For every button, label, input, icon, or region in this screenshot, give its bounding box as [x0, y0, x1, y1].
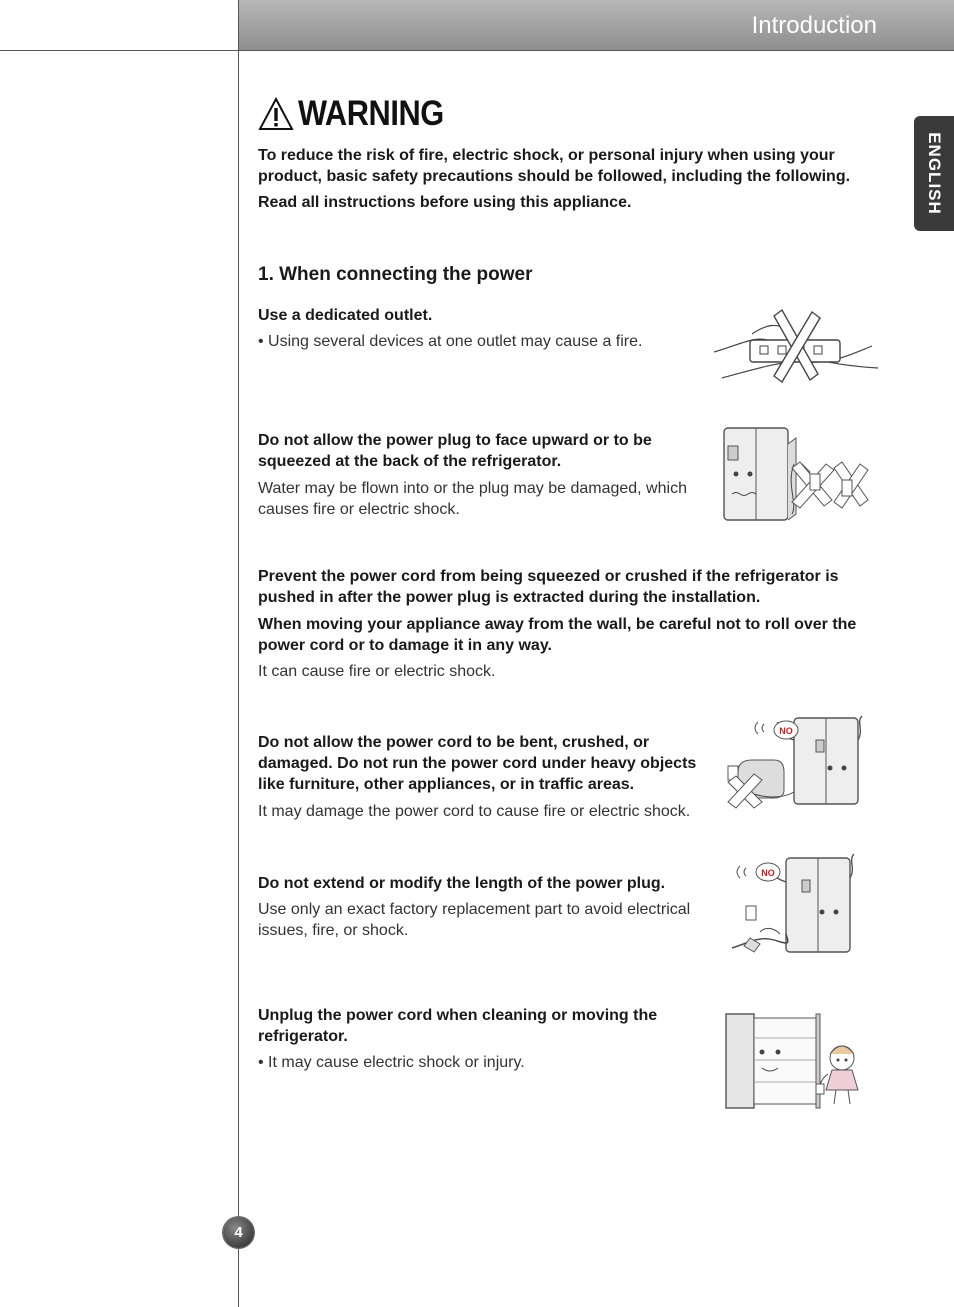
item-3-body: It can cause fire or electric shock.: [258, 663, 496, 680]
page-number: 4: [223, 1217, 254, 1248]
language-tab: [914, 116, 954, 231]
item-5-body: Use only an exact factory replacement part to avoid electrical issues, fire, or shock.: [258, 901, 691, 939]
item-4-body: It may damage the power cord to cause fire or electric shock.: [258, 803, 691, 820]
item-6-body: • It may cause electric shock or injury.: [258, 1054, 525, 1071]
page-header: [239, 0, 954, 51]
header-title: Introduction: [751, 12, 877, 39]
cord-under-furniture-illustration: [724, 710, 870, 810]
warning-title: WARNING: [298, 94, 444, 133]
warning-heading: [258, 94, 464, 134]
section-heading: 1. When connecting the power: [258, 264, 533, 285]
power-strip-illustration: [712, 304, 880, 392]
language-tab-label: ENGLISH: [925, 132, 944, 215]
extension-cord-illustration: [730, 848, 860, 958]
item-3-title-2: When moving your appliance away from the wall, be careful not to roll over the power cord or to damage it in any way.: [258, 616, 857, 654]
warning-triangle-icon: [258, 97, 294, 131]
item-5-title: Do not extend or modify the length of the power plug.: [258, 875, 666, 892]
item-1-body: • Using several devices at one outlet may cause a fire.: [258, 333, 643, 350]
warning-read-all: Read all instructions before using this appliance.: [258, 194, 632, 211]
item-3-title: Prevent the power cord from being squeezed or crushed if the refrigerator is pushed in after the power plug is extracted during the installation.: [258, 568, 839, 606]
item-2-body: Water may be flown into or the plug may be damaged, which causes fire or electric shock.: [258, 480, 687, 518]
refrigerator-plug-illustration: [722, 424, 872, 524]
item-4-title: Do not allow the power cord to be bent, crushed, or damaged. Do not run the power cord under heavy objects like furniture, other appliances, or in traffic areas.: [258, 734, 697, 793]
item-1-title: Use a dedicated outlet.: [258, 307, 433, 324]
margin-rule-vertical: [238, 0, 239, 1307]
margin-rule-horizontal: [0, 50, 238, 51]
item-2-title: Do not allow the power plug to face upward or to be squeezed at the back of the refrigerator.: [258, 432, 652, 470]
unplug-refrigerator-illustration: [724, 1008, 864, 1112]
item-6-title: Unplug the power cord when cleaning or moving the refrigerator.: [258, 1007, 658, 1045]
warning-intro: To reduce the risk of fire, electric shock, or personal injury when using your product, basic safety precautions should be followed, including the following.: [258, 147, 851, 185]
no-label: NO: [761, 868, 775, 878]
no-label: NO: [779, 726, 793, 736]
